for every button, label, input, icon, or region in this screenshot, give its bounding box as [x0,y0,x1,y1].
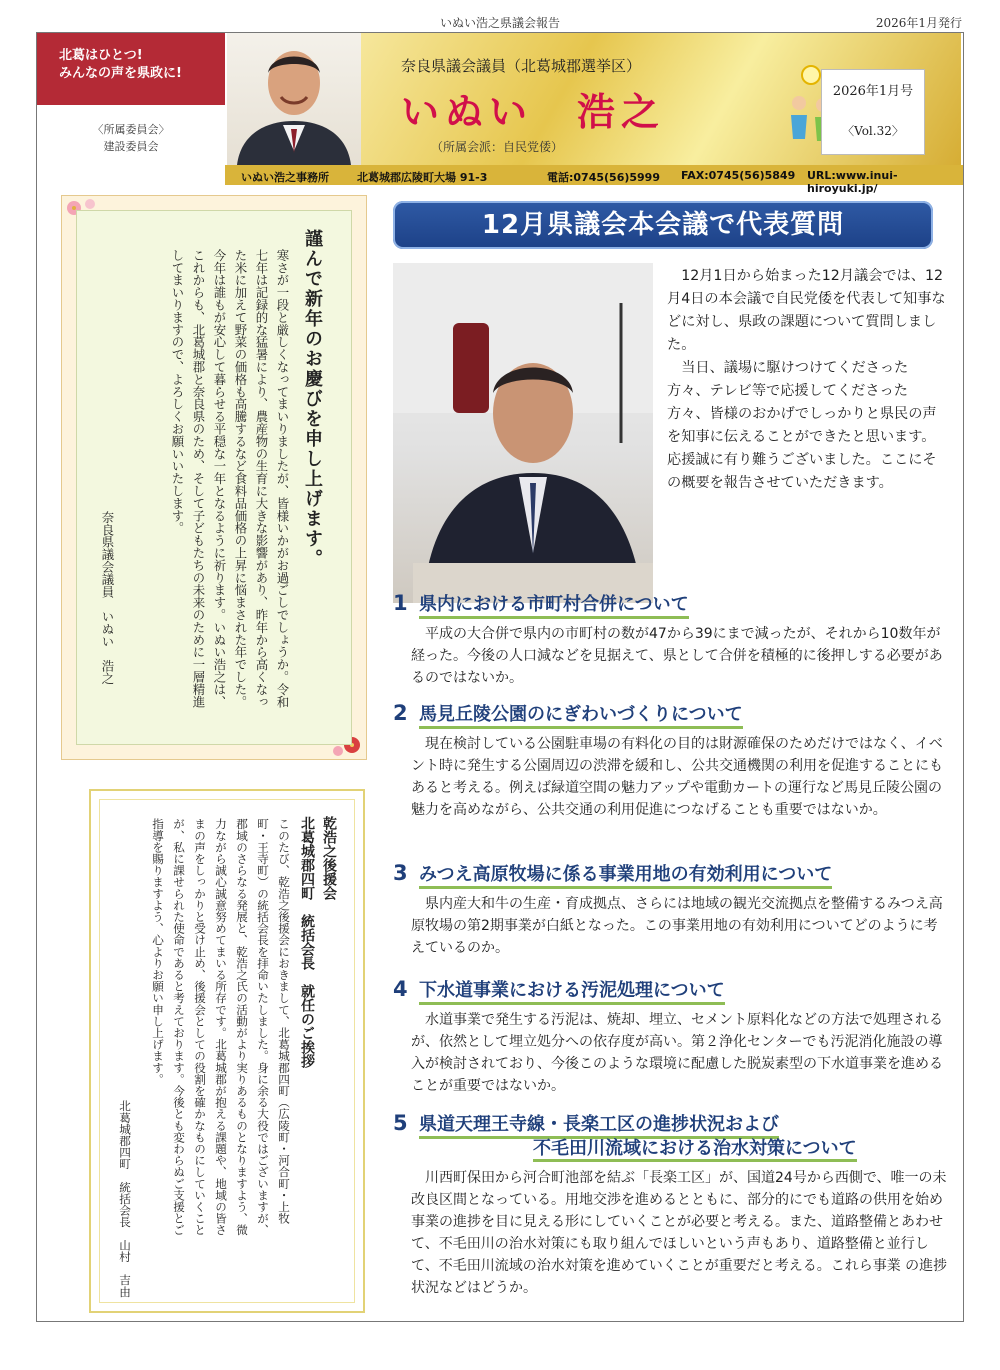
office-name: いぬい浩之事務所 [241,171,329,184]
speaker-figure [393,263,653,603]
main-headline-banner: 12月県議会本会議で代表質問 [393,201,933,249]
publish-date: 2026年1月発行 [875,16,962,30]
slogan-box [37,33,225,105]
support-heading-line-1: 乾浩之後援会 [321,816,337,900]
member-title: 奈良県議会議員（北葛城郡選挙区） [401,57,642,75]
support-heading-line-2: 北葛城郡四町 統括会長 就任のご挨拶 [299,816,315,1068]
greeting-signature: 奈良県議会議員 いぬい 浩之 [100,511,115,685]
section-body: 川西町保田から河合町池部を結ぶ「長楽工区」が、国道24号から西側で、唯一の未改良区間となっている。用地交渉を進めるとともに、部分的にでも道路の供用を始め事業の進捗を目に見える形にしていくことが必要と考える。また、道路整備とあわせて、不毛田川の治水対策にも取り組んでほしいという声もあり、道路整備と並行して、不毛田川流域の治水対策を進めていくことが重要だと考える。これら事業 の進捗状況などはどうか。 [411,1170,948,1296]
section-body: 平成の大合併で県内の市町村の数が47から39にまで減ったが、それから10数年が経った。今後の人口減などを見据えて、県として合併を積極的に後押しする必要があるのではないか。 [411,626,943,686]
greeting-inner [76,210,352,745]
issue-volume: 〈Vol.32〉 [842,124,904,138]
section-number: 1 [393,591,408,615]
section-title: 馬見丘陵公園のにぎわいづくりについて [419,704,743,729]
support-heading [296,816,340,1068]
office-url: URL:www.inui-hiroyuki.jp/ [807,169,898,195]
issue-box [821,69,925,155]
title-panel [361,33,961,165]
question-section-4 [393,977,949,1097]
support-signature: 北葛城郡四町 統括会長 山村 吉由 [118,1100,132,1298]
section-number: 4 [393,977,408,1001]
issue-month: 2026年1月号 [832,84,914,99]
assembly-photo [393,263,653,603]
section-body: 水道事業で発生する汚泥は、焼却、埋立、セメント原料化などの方法で処理されるが、依然として埋立処分への依存度が高い。第２浄化センターでも汚泥消化施設の導入が検討されており、今後このような環境に配慮した脱炭素型の下水道事業を進めることが重要ではないか。 [411,1012,943,1094]
question-section-2 [393,701,949,821]
intro-paragraph-1: 12月1日から始まった12月議会では、12月4日の本会議で自民党倭を代表して知事などに対し、県政の課題について質問しました。 [667,268,946,353]
greeting-heading: 謹んで新年のお慶びを申し上げます。 [302,229,323,569]
question-section-3 [393,861,949,959]
support-association-panel [89,789,365,1313]
section-body: 県内産大和牛の生産・育成拠点、さらには地域の観光交流拠点を整備するみつえ高原牧場の第2期事業が白紙となった。この事業用地の有効利用についてどのように考えているのか。 [411,896,943,956]
support-body: このたび、乾浩之後援会におきまして、北葛城郡四町（広陵町・河合町・上牧町・王寺町）の統括会長を拝命いたしました。身に余る大役ではございますが、郡域のさらなる発展と、乾浩之氏の活動がより実りあるものとなりますよう、微力ながら誠心誠意努めてまいる所存です。北葛城郡が抱える課題や、地域の皆さまの声をしっかりと受け止め、後援会としての役割を確かなものにしていくことが、私に課せられた使命であると考えております。今後とも変わらぬご支援とご指導を賜りますよう、心よりお願い申し上げます。 [151,818,291,1236]
question-section-5 [393,1111,949,1299]
committee-label: 〈所属委員会〉 [92,123,170,136]
report-label: いぬい浩之県議会報告 [439,16,560,30]
masthead [37,33,963,195]
slogan-line-1: 北葛はひとつ! [59,48,143,63]
section-title: 県道天理王寺線・長楽工区の進捗状況および [419,1114,779,1139]
intro-paragraph-2: 当日、議場に駆けつけてくださった方々、テレビ等で応援してくださった方々、皆様のおかげでしっかりと県民の声を知事に伝えることができたと思います。 [667,360,937,445]
section-title-line-2: 不毛田川流域における治水対策について [533,1138,857,1162]
section-title: みつえ高原牧場に係る事業用地の有効利用について [419,864,832,889]
contact-bar [225,165,963,195]
section-title: 下水道事業における汚泥処理について [419,980,725,1005]
portrait-figure [227,33,361,165]
section-body: 現在検討している公園駐車場の有料化の目的は財源確保のためだけではなく、イベント時に発生する公園周辺の渋滞を緩和し、公共交通機関の利用を促進することにもあると考える。例えば緑道空間の魅力アップや電動カートの運行など馬見丘陵公園の魅力を高めながら、公共交通の利用促進につなげることも重要ではないか。 [411,736,943,818]
portrait-photo [227,33,361,165]
newsletter-page [36,32,964,1322]
section-number: 2 [393,701,408,725]
intro-text [667,265,947,495]
question-section-1 [393,591,949,689]
committee-name: 建設委員会 [103,140,159,153]
greeting-body: 寒さが一段と厳しくなってまいりましたが、皆様いかがお過ごしでしょうか。令和七年は記録的な猛暑により、農産物の生育に大きな影響があり、昨年から高くなった米に加えて野菜の価格も高騰するなど食料品価格の上昇に悩まされた年でした。今年は誰もが安心して暮らせる平穏な一年となるように祈ります。いぬい浩之は、これからも、北葛城郡と奈良県のため、そして子どもたちの未来のために一層精進してまいりますので、よろしくお願いいたします。 [170,249,290,708]
office-phone: 電話:0745(56)5999 [547,171,660,184]
section-number: 5 [393,1111,408,1135]
section-title: 県内における市町村合併について [419,594,689,619]
support-inner [99,799,355,1303]
office-address: 北葛城郡広陵町大場 91-3 [357,171,488,184]
slogan-line-2: みんなの声を県政に! [59,66,182,81]
member-name: いぬい 浩之 [401,89,666,134]
new-year-greeting-panel [61,195,367,760]
intro-paragraph-3: 応援誠に有り難うございました。ここにその概要を報告させていただきます。 [667,452,937,491]
section-number: 3 [393,861,408,885]
committee-block [37,105,225,165]
office-fax: FAX:0745(56)5849 [681,169,796,182]
top-strip [0,10,1000,32]
member-faction: （所属会派：自民党倭） [431,140,564,154]
